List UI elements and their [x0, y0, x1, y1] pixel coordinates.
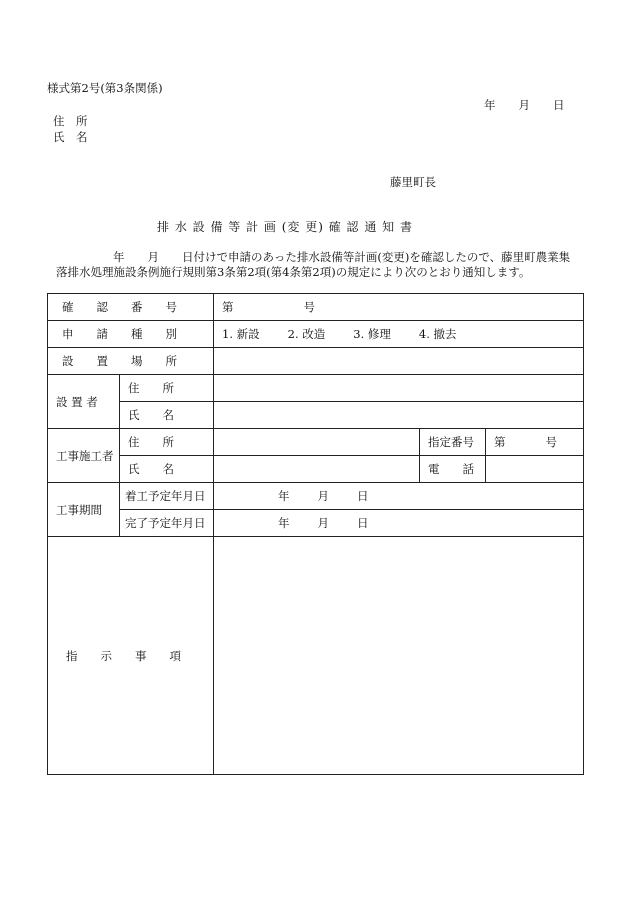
row-confirm-number [48, 294, 584, 321]
issuer: 藤里町長 [390, 175, 436, 189]
option-remove: 4. 撤去 [418, 327, 457, 341]
phone-value [486, 456, 584, 483]
form-number: 様式第2号(第3条関係) [47, 81, 163, 95]
start-date-label: 着工予定年月日 [120, 483, 214, 510]
contractor-name-value [214, 456, 420, 483]
application-type-options [214, 321, 584, 348]
row-instructions [48, 537, 584, 775]
end-date-value: 年 月 日 [214, 510, 584, 537]
document-title: 排 水 設 備 等 計 画 (変 更) 確 認 通 知 書 [157, 220, 413, 234]
installer-address-label: 住 所 [120, 375, 214, 402]
installer-name-label: 氏 名 [120, 402, 214, 429]
start-date-value: 年 月 日 [214, 483, 584, 510]
row-installer-name [48, 402, 584, 429]
designated-number-label: 指定番号 [420, 429, 486, 456]
period-label: 工事期間 [48, 483, 120, 537]
recipient-name-label: 氏 名 [53, 130, 88, 144]
intro-line-2: 落排水処理施設条例施行規則第3条第2項(第4条第2項)の規定により次のとおり通知します。 [56, 265, 531, 279]
row-contractor-address [48, 429, 584, 456]
contractor-address-label: 住 所 [120, 429, 214, 456]
row-start-date [48, 483, 584, 510]
contractor-address-value [214, 429, 420, 456]
contractor-label: 工事施工者 [48, 429, 120, 483]
intro-line-1: 年 月 日付けで申請のあった排水設備等計画(変更)を確認したので、藤里町農業集 [113, 250, 571, 264]
installer-address-value [214, 375, 584, 402]
option-new: 1. 新設 [222, 327, 260, 341]
confirm-number-value: 第 号 [214, 294, 584, 321]
contractor-name-label: 氏 名 [120, 456, 214, 483]
confirm-number-label: 確 認 番 号 [48, 294, 214, 321]
location-label: 設 置 場 所 [48, 348, 214, 375]
designated-number-value: 第 号 [486, 429, 584, 456]
installer-name-value [214, 402, 584, 429]
recipient-address-label: 住 所 [53, 114, 88, 128]
application-type-label: 申 請 種 別 [48, 321, 214, 348]
instructions-value [214, 537, 584, 775]
location-value [214, 348, 584, 375]
phone-label: 電 話 [420, 456, 486, 483]
row-contractor-name [48, 456, 584, 483]
option-modify: 2. 改造 [287, 327, 326, 341]
option-repair: 3. 修理 [353, 327, 391, 341]
end-date-label: 完了予定年月日 [120, 510, 214, 537]
row-location [48, 348, 584, 375]
row-installer-address [48, 375, 584, 402]
row-end-date [48, 510, 584, 537]
confirmation-form-table [47, 293, 584, 775]
installer-label: 設 置 者 [48, 375, 120, 429]
date-line: 年 月 日 [484, 98, 565, 112]
row-application-type [48, 321, 584, 348]
instructions-label: 指 示 事 項 [48, 537, 214, 775]
